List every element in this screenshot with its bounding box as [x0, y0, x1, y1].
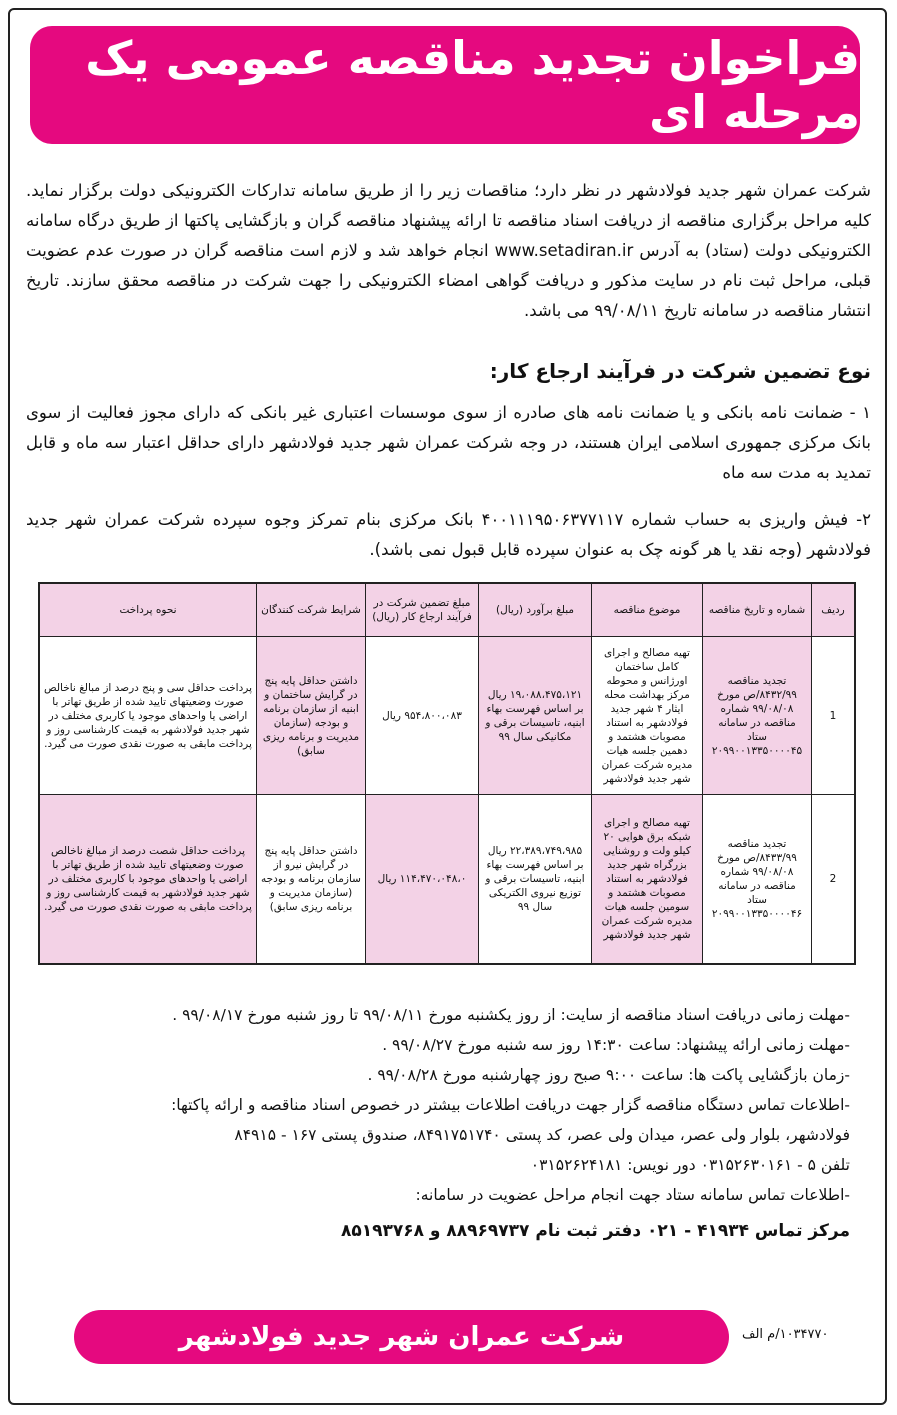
- table-row: [39, 637, 855, 795]
- footer-banner: [74, 1310, 729, 1364]
- cell-tender-number: تجدید مناقصه ۸۴۳۲/۹۹/ص مورخ ۹۹/۰۸/۰۸ شماره مناقصه در سامانه ستاد ۲۰۹۹۰۰۱۳۳۵۰۰۰۰۴۵: [703, 637, 812, 795]
- contact-phone: تلفن ۵ - ۰۳۱۵۲۶۳۰۱۶۱ دور نویس: ۰۳۱۵۲۶۲۴۱۸۱: [530, 1156, 850, 1174]
- contact-heading: -اطلاعات تماس دستگاه مناقصه گزار جهت دریافت اطلاعات بیشتر در خصوص اسناد مناقصه و ارائه پاکتها:: [171, 1096, 850, 1114]
- tenders-table: [38, 582, 856, 965]
- cell-row-num: 2: [812, 795, 856, 964]
- deadline-proposal: -مهلت زمانی ارائه پیشنهاد: ساعت ۱۴:۳۰ روز سه شنبه مورخ ۹۹/۰۸/۲۷ .: [382, 1036, 850, 1054]
- setad-contact-heading: -اطلاعات تماس سامانه ستاد جهت انجام مراحل عضویت در سامانه:: [415, 1186, 850, 1204]
- page-title: فراخوان تجدید مناقصه عمومی یک مرحله ای: [85, 31, 860, 139]
- contact-address: فولادشهر، بلوار ولی عصر، میدان ولی عصر، کد پستی ۸۴۹۱۷۵۱۷۴۰، صندوق پستی ۱۶۷ - ۸۴۹۱۵: [234, 1126, 850, 1144]
- cell-estimate: ۲۲،۳۸۹،۷۴۹،۹۸۵ ریال بر اساس فهرست بهاء ابنیه، تاسیسات برقی و توزیع نیروی الکتریکی سال ۹۹: [479, 795, 592, 964]
- cell-conditions: داشتن حداقل پایه پنج در گرایش نیرو از سازمان برنامه و بودجه (سازمان مدیریت و برنامه ریزی سابق): [257, 795, 366, 964]
- guarantee-item-1: ۱ - ضمانت نامه بانکی و یا ضمانت نامه های صادره از سوی موسسات اعتباری غیر بانکی که دارای مجوز فعالیت از سوی بانک مرکزی جمهوری اسلامی ایران هستند، در وجه شرکت عمران شهر جدید فولادشهر دارای حداقل اعتبار سه ماه و قابل تمدید به مدت سه ماه: [26, 403, 871, 482]
- cell-subject: تهیه مصالح و اجرای شبکه برق هوایی ۲۰ کیلو ولت و روشنایی بزرگراه شهر جدید فولادشهر به استناد مصوبات هشتمد و سومین جلسه هیات مدیره شرکت عمران شهر جدید فولادشهر: [592, 795, 703, 964]
- header-guarantee: مبلغ تضمین شرکت در فرآیند ارجاع کار (ریال): [366, 583, 479, 637]
- contact-center: مرکز تماس ۴۱۹۳۴ - ۰۲۱ دفتر ثبت نام ۸۸۹۶۹۷۳۷ و ۸۵۱۹۳۷۶۸: [341, 1221, 850, 1241]
- deadline-opening: -زمان بازگشایی پاکت ها: ساعت ۹:۰۰ صبح روز چهارشنبه مورخ ۹۹/۰۸/۲۸ .: [367, 1066, 850, 1084]
- cell-row-num: 1: [812, 637, 856, 795]
- header-conditions: شرایط شرکت کنندگان: [257, 583, 366, 637]
- guarantee-item-2: ۲- فیش واریزی به حساب شماره ۴۰۰۱۱۱۹۵۰۶۳۷۷۱۱۷ بانک مرکزی بنام تمرکز وجوه سپرده شرکت عمران شهر جدید فولادشهر (وجه نقد یا هر گونه چک به عنوان سپرده قابل قبول نمی باشد).: [26, 510, 871, 559]
- table-header-row: [39, 583, 855, 637]
- footer-company-name: شرکت عمران شهر جدید فولادشهر: [178, 1322, 625, 1352]
- deadline-documents: -مهلت زمانی دریافت اسناد مناقصه از سایت: از روز یکشنبه مورخ ۹۹/۰۸/۱۱ تا روز شنبه مورخ ۹۹/۰۸/۱۷ .: [172, 1006, 850, 1024]
- header-subject: موضوع مناقصه: [592, 583, 703, 637]
- cell-guarantee: ۹۵۴،۸۰۰،۰۸۳ ریال: [366, 637, 479, 795]
- cell-estimate: ۱۹،۰۸۸،۴۷۵،۱۲۱ ریال بر اساس فهرست بهاء ابنیه، تاسیسات برقی و مکانیکی سال ۹۹: [479, 637, 592, 795]
- header-tender-number: شماره و تاریخ مناقصه: [703, 583, 812, 637]
- deadlines-list: [30, 1000, 850, 1246]
- header-estimate: مبلغ برآورد (ریال): [479, 583, 592, 637]
- header-row-num: ردیف: [812, 583, 856, 637]
- header-payment: نحوه پرداخت: [39, 583, 257, 637]
- cell-payment: پرداخت حداقل شصت درصد از مبالغ ناخالص صورت وضعیتهای تایید شده از طریق تهاتر با اراضی یا واحدهای موجود با کاربری مختلف در شهر جدید فولادشهر به قیمت کارشناسی روز و پرداخت مابقی به صورت نقدی صورت می گیرد.: [39, 795, 257, 964]
- title-banner: [30, 26, 860, 144]
- ad-code: ۱۰۳۴۷۷۰/م الف: [742, 1327, 829, 1342]
- cell-conditions: داشتن حداقل پایه پنج در گرایش ساختمان و ابنیه از سازمان برنامه و بودجه (سازمان مدیریت و برنامه ریزی سابق): [257, 637, 366, 795]
- table-row: [39, 795, 855, 964]
- cell-guarantee: ۱۱۴،۴۷۰،۰۴۸،۰ ریال: [366, 795, 479, 964]
- cell-tender-number: تجدید مناقصه ۸۴۳۳/۹۹/ص مورخ ۹۹/۰۸/۰۸ شماره مناقصه در سامانه ستاد ۲۰۹۹۰۰۱۳۳۵۰۰۰۰۴۶: [703, 795, 812, 964]
- intro-paragraph: شرکت عمران شهر جدید فولادشهر در نظر دارد؛ مناقصات زیر را از طریق سامانه تدارکات الکترونیکی دولت برگزار نماید. کلیه مراحل برگزاری مناقصه از دریافت اسناد مناقصه تا ارائه پیشنهاد مناقصه گران و بازگشایی پاکتها از طریق درگاه سامانه الکترونیکی دولت (ستاد) به آدرس www.setadiran.ir انجام خواهد شد و لازم است مناقصه گران در صورت عدم عضویت قبلی، مراحل ثبت نام در سایت مذکور و دریافت گواهی امضاء الکترونیکی را جهت شرکت در مناقصه محقق سازند. تاریخ انتشار مناقصه در سامانه تاریخ ۹۹/۰۸/۱۱ می باشد.: [26, 181, 872, 320]
- cell-subject: تهیه مصالح و اجرای کامل ساختمان اورژانس و محوطه مرکز بهداشت محله ایثار ۴ شهر جدید فولادشهر به استناد مصوبات هشتمد و دهمین جلسه هیات مدیره شرکت عمران شهر جدید فولادشهر: [592, 637, 703, 795]
- cell-payment: پرداخت حداقل سی و پنج درصد از مبالغ ناخالص صورت وضعیتهای تایید شده از طریق تهاتر با اراضی یا واحدهای موجود یا کاربری مختلف در شهر جدید فولادشهر به قیمت کارشناسی روز و پرداخت مابقی به صورت نقدی صورت می گیرد.: [39, 637, 257, 795]
- guarantee-heading: نوع تضمین شرکت در فرآیند ارجاع کار:: [489, 359, 871, 383]
